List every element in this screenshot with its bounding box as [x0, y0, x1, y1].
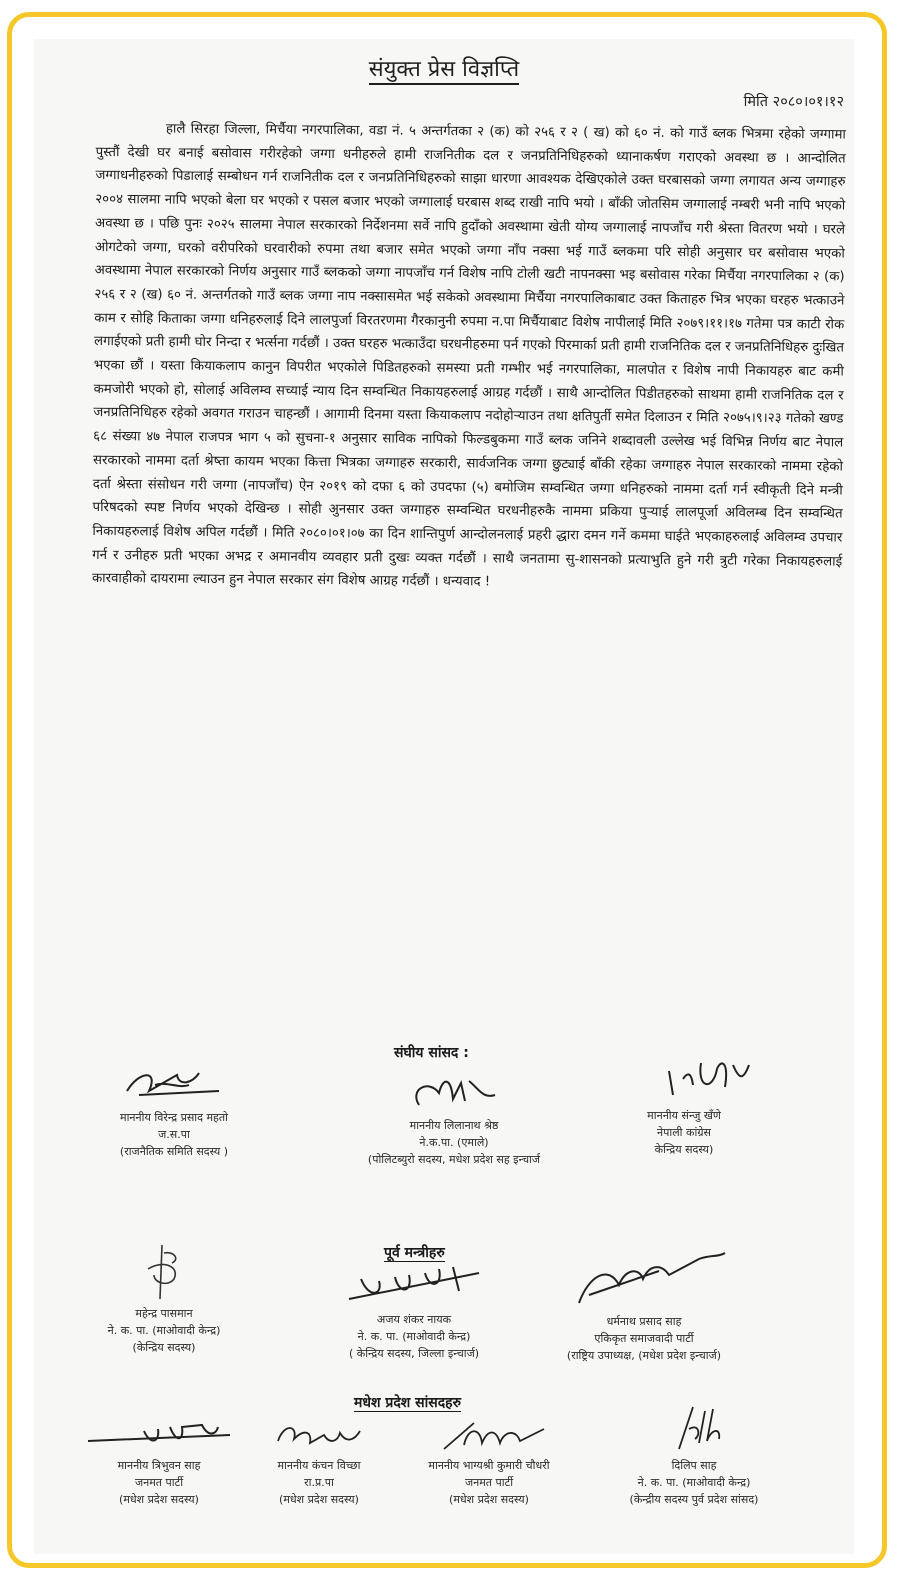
section-heading-former-ministers: पूर्व मन्त्रीहरु	[384, 1245, 445, 1261]
signature-block	[84, 1415, 234, 1508]
signature-icon	[609, 1049, 759, 1105]
signatory-party: ने.क.पा. (एमाले)	[419, 1136, 489, 1149]
signatory-role: ( केन्द्रिय सदस्य, जिल्ला इन्चार्ज)	[348, 1347, 480, 1360]
signatory-party: जनमत पार्टी	[464, 1476, 514, 1489]
signatory-name: अजय शंकर नायक	[376, 1313, 452, 1326]
page-frame	[7, 12, 887, 1568]
signature-icon	[264, 1415, 374, 1455]
signatory-role: (पोलिटब्युरो सदस्य, मधेश प्रदेश सह इन्चार्ज	[367, 1153, 541, 1166]
signature-icon	[84, 1415, 234, 1455]
signatory-role: केन्द्रिय सदस्य)	[654, 1143, 714, 1156]
signatory-party: नेपाली कांग्रेस	[657, 1126, 711, 1139]
signatory-name: माननीय संन्जु खँणे	[647, 1109, 721, 1122]
signatory-role: (मधेश प्रदेश सदस्य)	[279, 1493, 359, 1506]
signature-icon	[339, 1259, 489, 1309]
signature-block	[524, 1245, 764, 1364]
signature-icon	[119, 1061, 229, 1107]
document-body: हालै सिरहा जिल्ला, मिर्चैया नगरपालिका, वडा नं. ५ अन्तर्गतका २ (क) को २५६ र २ ( ख) को ६० नं. को गाउँ ब्लक भित्रमा रहेको जग्गामा पुस्तौं देखी घर बनाई बसोवास गरीरहेको जग्गा धनीहरुले हामी राजनितीक दल र जनप्रतिनिधिहरुको ध्यानाकर्षण गराएको अवस्था छ । आन्दोलित जग्गाधनीहरुको पिडालाई सम्बोधन गर्न राजनितीक दल र जनप्रतिनिधिहरुको साझा धारणा आवश्यक देखिएकोले उक्त घरबासको जग्गा लगायत अन्य जग्गाहरु २००४ सालमा नापि भएको बेला घर भएको र पसल बजार भएको जग्गालाई घरबास शब्द राखी नापि भयो । बाँकी जोतसिम जग्गालाई नम्बरी भनी नापि भएको अवस्था छ । पछि पुनः २०२५ सालमा नेपाल सरकारको निर्देशनमा सर्वे नापि हुदाँको अवस्थामा खेती योग्य जग्गालाई नापजाँच गरी श्रेस्ता वितरण भयो । घरले ओगटेको जग्गा, घरको वरीपरिको घरवारीको रुपमा तथा बजार समेत भएको जग्गा नाँप नक्सा भई गाउँ ब्लकमा परि सोही अनुसार घर बसोवास भएको अवस्थामा नेपाल सरकारको निर्णय अनुसार गाउँ ब्लकको जग्गा नापजाँच गर्न विशेष नापि टोली खटी नापनक्सा भइ बसोवास गरेका मिर्चैया नगरपालिका २ (क) २५६ र २ (ख) ६० नं. अन्तर्गतको गाउँ ब्लक जग्गा नाप नक्सासमेत भई सकेको अवस्थामा मिर्चैया नगरपालिकाबाट उक्त किताहरु भित्र भएका घरहरु भत्काउने काम र सोहि किताका जग्गा धनिहरुलाई दिने लालपुर्जा विरतरणमा गैरकानुनी रुपमा न.पा मिर्चैयाबाट विशेष नापीलाई मिति २०७९।११।१७ गतेमा पत्र काटी रोक लगाईएको प्रती हामी घोर निन्दा र भर्त्सना गर्दछौं । उक्त घरहरु भत्काउँदा घरधनीहरुमा पर्न गएको पिरमार्का प्रती हामी राजनितिक दल र जनप्रतिनिधिहरु दुःखित भएका छौं । यस्ता कियाकलाप कानुन विपरीत भएकोले पिडितहरुको समस्या प्रती गम्भीर भई नगरपालिका, मालपोत र विशेष नापी निकायहरु बाट कमी कमजोरी भएको हो, सोलाई अविलम्व सच्याई न्याय दिन सम्वन्धित निकायहरुलाई आग्रह गर्दछौं । साथै आन्दोलित पिडीतहरुको साथमा हामी राजनितिक दल र जनप्रतिनिधिहरु रहेको अवगत गराउन चाहन्छौं । आगामी दिनमा यस्ता कियाकलाप नदोहोर्‍याउन तथा क्षतिपुर्ती समेत दिलाउन र मिति २०७५।९।२३ गतेको खण्ड ६८ संख्या ४७ नेपाल राजपत्र भाग ५ को सुचना-१ अनुसार साविक नापिको फिल्डबुकमा गाउँ ब्लक जनिने शब्दावली उल्लेख भई विभिन्न निर्णय बाट नेपाल सरकारको नाममा दर्ता श्रेष्ता कायम भएका कित्ता भित्रका जग्गाहरु सरकारी, सार्वजनिक जग्गा छुट्याई बाँकी रहेका जग्गाहरु नेपाल सरकारको नाममा रहेको दर्ता श्रेस्ता संसोधन गरी जग्गा (नापजाँच) ऐन २०१९ को दफा ६ को उपदफा (५) बमोजिम सम्वन्धित जग्गा धनिहरुको नाममा दर्ता गर्न स्वीकृती दिने मन्त्री परिषदको स्पष्ट निर्णय भएको देखिन्छ । सोही अुनसार उक्त जग्गाहरु सम्वन्धित घरधनीहरुकै नाममा प्रकिया पुर्‍याई लालपूर्जा अविलम्ब दिन सम्वन्धित निकायहरुलाई विशेष अपिल गर्दछौं । मिति २०८०।०१।०७ का दिन शान्तिपुर्ण आन्दोलनलाई प्रहरी द्धारा दमन गर्ने कममा घाईते भएकाहरुलाई अविलम्व उपचार गर्न र उनीहरु प्रती भएका अभद्र र अमानवीय व्यवहार प्रती दुखः व्यक्त गर्दछौं । साथै जनतामा सु-शासनको प्रत्याभुति हुने गरी त्रुटी गरेका निकायहरुलाई कारवाहीको दायरामा ल्याउन हुन नेपाल सरकार संग विशेष आग्रह गर्दछौं । धन्यवाद !	[91, 121, 846, 590]
signature-icon	[424, 1415, 554, 1455]
signature-block	[334, 1069, 574, 1168]
signature-icon	[399, 1069, 509, 1115]
signatory-role: (राष्ट्रिय उपाध्यक्ष, (मधेश प्रदेश इन्चार्ज)	[566, 1349, 722, 1362]
signature-block	[389, 1415, 589, 1508]
signatory-role: (केन्द्रीय सदस्य पुर्व प्रदेश सांसद)	[629, 1493, 759, 1506]
signature-block	[314, 1259, 514, 1362]
signatory-name: माननीय त्रिभुवन साह	[117, 1459, 201, 1472]
section-heading-federal-mps: संघीय सांसद :	[394, 1045, 469, 1061]
signatory-name: माननीय कंचन विच्छा	[277, 1459, 361, 1472]
signatory-name: महेन्द्र पासमान	[135, 1307, 193, 1320]
signatory-party: ने. क. पा. (माओवादी केन्द्र)	[637, 1476, 751, 1489]
signatory-role: (मधेश प्रदेश सदस्य)	[119, 1493, 199, 1506]
signatory-role: (मधेश प्रदेश सदस्य)	[449, 1493, 529, 1506]
document-date: मिति २०८०।०१।१२	[743, 94, 844, 110]
signature-block	[594, 1049, 774, 1158]
signature-block	[84, 1061, 264, 1160]
signature-block	[74, 1239, 254, 1356]
signature-icon	[649, 1399, 739, 1455]
signatory-name: दिलिप साह	[671, 1459, 717, 1472]
signatory-party: ने. क. पा. (माओवादी केन्द्र)	[107, 1324, 221, 1337]
document-title: संयुक्त प्रेस विज्ञप्ति	[34, 53, 854, 83]
signature-icon	[549, 1245, 739, 1311]
signatory-name: माननीय लिलानाथ श्रेष्ठ	[409, 1119, 499, 1132]
signatory-name: धर्मनाथ प्रसाद साह	[606, 1315, 682, 1328]
signatory-party: एकिकृत समाजवादी पार्टी	[594, 1332, 694, 1345]
signatory-name: माननीय विरेन्द्र प्रसाद महतो	[120, 1111, 228, 1124]
signatory-role: (राजनैतिक समिति सदस्य )	[119, 1145, 229, 1158]
signatory-role: (केन्द्रिय सदस्य)	[132, 1341, 196, 1354]
signatory-party: जनमत पार्टी	[134, 1476, 184, 1489]
signature-icon	[124, 1239, 204, 1303]
signatory-party: ने. क. पा. (माओवादी केन्द्र)	[357, 1330, 471, 1343]
press-release-document	[34, 39, 854, 1554]
section-heading-madhesh-mps: मधेश प्रदेश सांसदहरु	[354, 1395, 461, 1411]
signatory-party: रा.प्र.पा	[304, 1476, 334, 1489]
signature-block	[244, 1415, 394, 1508]
signatory-name: माननीय भाग्यश्री कुमारी चौधरी	[428, 1459, 550, 1472]
signature-block	[594, 1399, 794, 1508]
signatory-party: ज.स.पा	[158, 1128, 190, 1141]
